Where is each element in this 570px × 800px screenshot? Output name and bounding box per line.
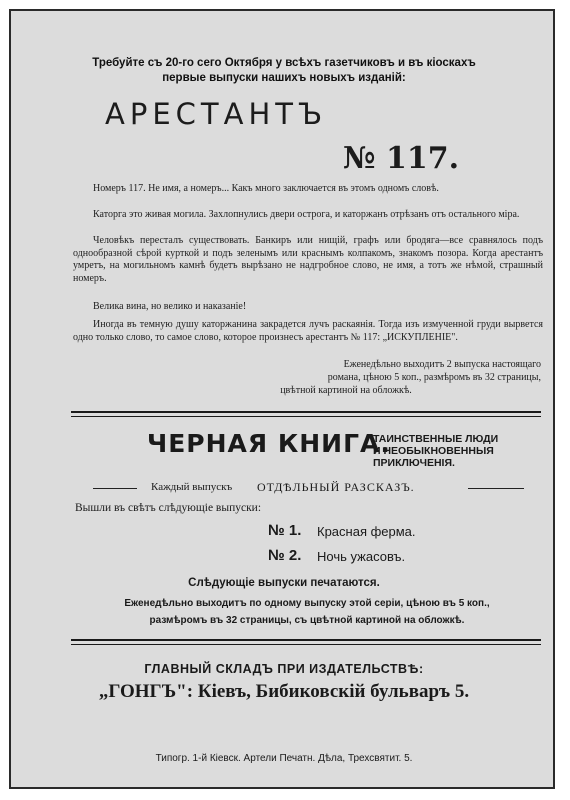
arestant-paragraph-5: Иногда въ темную душу каторжанина закрадется лучъ раскаянія. Тогда изъ измученной груди вырвется одно только слово, то самое слово, которое произнесъ арестантъ № 117: „ИСКУПЛЕНІЕ". <box>73 319 543 343</box>
next-issues-label: Слѣдующіе выпуски печатаются. <box>188 577 380 589</box>
arestant-paragraph-2: Каторга это живая могила. Захлопнулись двери острога, и каторжанъ отрѣзанъ отъ остального міра. <box>93 209 520 220</box>
arestant-terms-line-1: Еженедѣльно выходитъ 2 выпуска настоящаго <box>343 359 541 370</box>
black-book-subtitle <box>373 433 553 469</box>
divider-bottom-1 <box>71 639 541 641</box>
released-label: Вышли въ свѣтъ слѣдующіе выпуски: <box>75 502 262 514</box>
black-book-subtitle-line-1: ТАИНСТВЕННЫЕ ЛЮДИ <box>373 433 499 445</box>
black-book-terms-line-1: Еженедѣльно выходитъ по одному выпуску этой серіи, цѣною въ 5 коп., <box>124 598 490 609</box>
dash-left <box>93 488 137 489</box>
issue-1-title: Красная ферма. <box>317 524 416 539</box>
arestant-paragraph-1: Номеръ 117. Не имя, а номеръ... Какъ много заключается въ этомъ одномъ словѣ. <box>93 183 439 194</box>
black-book-subtitle-line-3: ПРИКЛЮЧЕНІЯ. <box>373 457 455 469</box>
notice-line-2: первые выпуски нашихъ новыхъ изданій: <box>162 72 406 84</box>
divider-top-2 <box>71 416 541 417</box>
divider-bottom-2 <box>71 644 541 645</box>
arestant-number: № 117. <box>343 141 460 176</box>
arestant-paragraph-3: Человѣкъ пересталъ существовать. Банкиръ или нищій, графъ или бродяга—все сравнялось подъ однообразной сѣрой курткой и подъ зеленымъ или краснымъ колпакомъ, знакомъ позора. Когда арестантъ умретъ, на могильномъ камнѣ будетъ вырѣзано не надгробное слово, не имя, а тотъ же нѣмой, страшный номеръ. <box>73 235 543 284</box>
divider-top-1 <box>71 411 541 413</box>
printer-imprint: Типогр. 1-й Кіевск. Артели Печатн. Дѣла, Трехсвятит. 5. <box>155 753 413 764</box>
dash-right <box>468 488 524 489</box>
issue-2-title: Ночь ужасовъ. <box>317 549 406 564</box>
black-book-title: ЧЕРНАЯ КНИГА. <box>147 429 391 458</box>
issue-2-number: № 2. <box>268 547 302 564</box>
issue-1-number: № 1. <box>268 522 302 539</box>
black-book-subtitle-line-2: И НЕОБЫКНОВЕННЫЯ <box>373 445 494 457</box>
notice-line-1: Требуйте съ 20-го сего Октября у всѣхъ газетчиковъ и въ кіоскахъ <box>92 57 476 69</box>
warehouse-label: ГЛАВНЫЙ СКЛАДЪ ПРИ ИЗДАТЕЛЬСТВѢ: <box>144 662 424 676</box>
warehouse-address: „ГОНГЪ": Кіевъ, Бибиковскій бульваръ 5. <box>98 681 470 702</box>
arestant-terms-line-3: цвѣтной картиной на обложкѣ. <box>280 385 412 396</box>
arestant-terms-line-2: романа, цѣною 5 коп., размѣромъ въ 32 страницы, <box>327 372 541 383</box>
printed-page <box>9 9 555 789</box>
arestant-paragraph-4: Велика вина, но велико и наказаніе! <box>93 301 247 312</box>
each-issue-label: Каждый выпускъ <box>151 481 233 493</box>
black-book-terms-line-2: размѣромъ въ 32 страницы, съ цвѣтной картиной на обложкѣ. <box>149 615 465 626</box>
arestant-title: АРЕСТАНТЪ <box>105 97 328 131</box>
each-issue-value: ОТДѢЛЬНЫЙ РАЗСКАЗЪ. <box>257 480 415 494</box>
